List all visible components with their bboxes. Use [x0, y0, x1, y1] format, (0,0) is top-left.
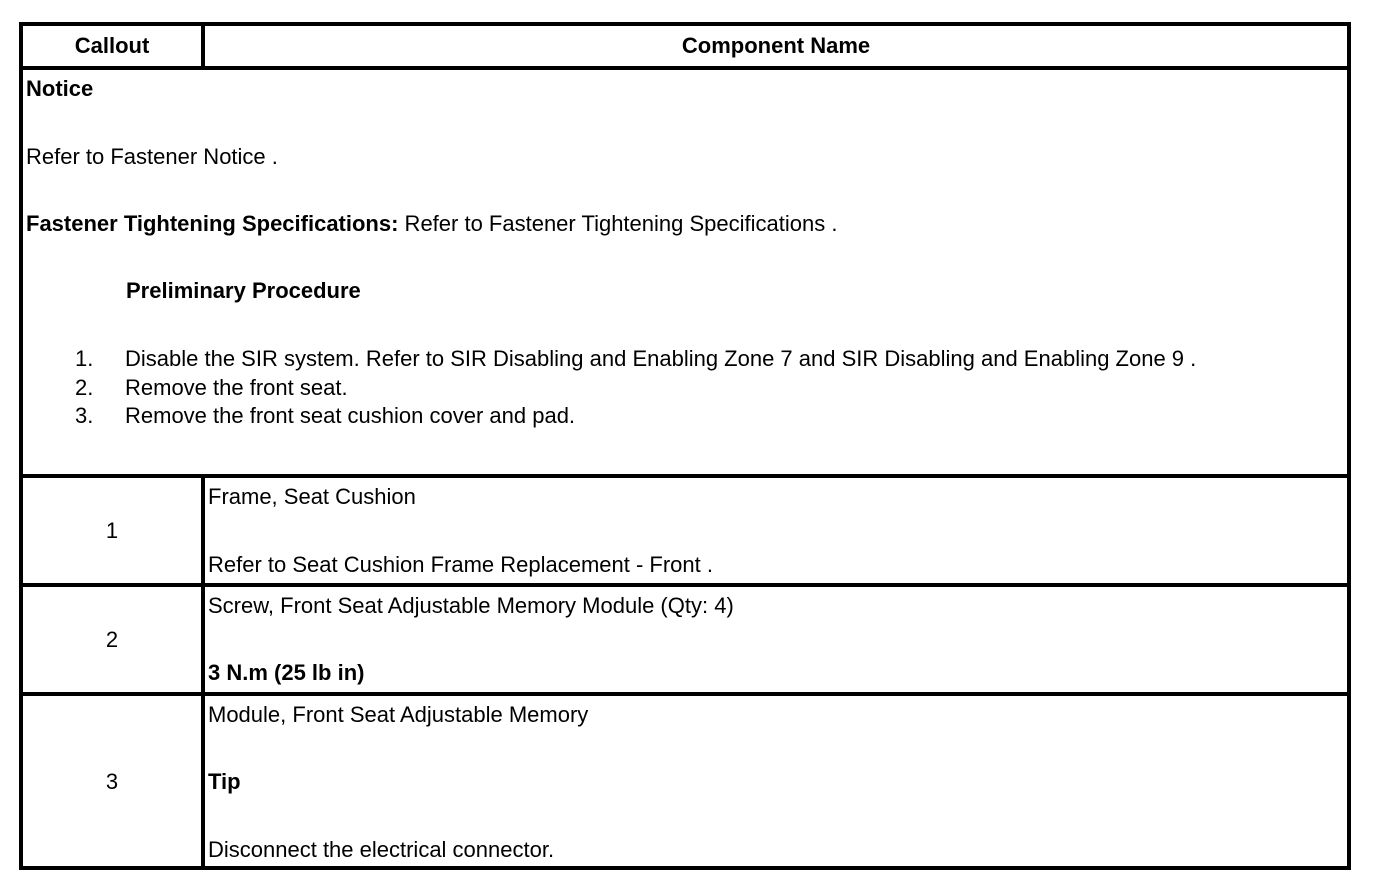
- callout-column-header: Callout: [74, 33, 150, 58]
- row-1-divider: [23, 583, 1347, 587]
- notice-divider: [23, 474, 1347, 478]
- row-1-callout: 1: [105, 518, 119, 543]
- preliminary-procedure-title: Preliminary Procedure: [126, 278, 361, 303]
- step-2-text: Remove the front seat.: [125, 375, 348, 400]
- row-2-callout: 2: [105, 627, 119, 652]
- step-1-text: Disable the SIR system. Refer to SIR Disabling and Enabling Zone 7 and SIR Disabling and Enabling Zone 9 .: [125, 346, 1197, 371]
- row-3-callout: 3: [105, 769, 119, 794]
- row-3-component-name: Module, Front Seat Adjustable Memory: [208, 702, 589, 727]
- fastener-spec-text: Refer to Fastener Tightening Specifications .: [398, 211, 838, 236]
- row-2-divider: [23, 692, 1347, 696]
- step-2-number: 2.: [75, 375, 94, 400]
- row-2-component-name: Screw, Front Seat Adjustable Memory Module (Qty: 4): [208, 593, 734, 618]
- fastener-spec-label: Fastener Tightening Specifications:: [26, 211, 399, 236]
- fastener-spec-line: [26, 211, 837, 237]
- notice-title: Notice: [26, 76, 94, 101]
- header-divider: [23, 66, 1347, 70]
- step-3-number: 3.: [75, 403, 94, 428]
- step-1-number: 1.: [75, 346, 94, 371]
- row-1-detail: Refer to Seat Cushion Frame Replacement - Front .: [208, 552, 713, 577]
- row-1-component-name: Frame, Seat Cushion: [208, 484, 416, 509]
- rows-column-divider: [201, 474, 205, 866]
- components-table: [19, 22, 1351, 870]
- notice-text: Refer to Fastener Notice .: [26, 144, 278, 169]
- component-name-column-header: Component Name: [681, 33, 871, 58]
- step-3-text: Remove the front seat cushion cover and pad.: [125, 403, 576, 428]
- row-3-detail: Disconnect the electrical connector.: [208, 837, 555, 862]
- row-3-tip-label: Tip: [208, 769, 241, 794]
- row-2-torque-spec: 3 N.m (25 lb in): [208, 660, 365, 685]
